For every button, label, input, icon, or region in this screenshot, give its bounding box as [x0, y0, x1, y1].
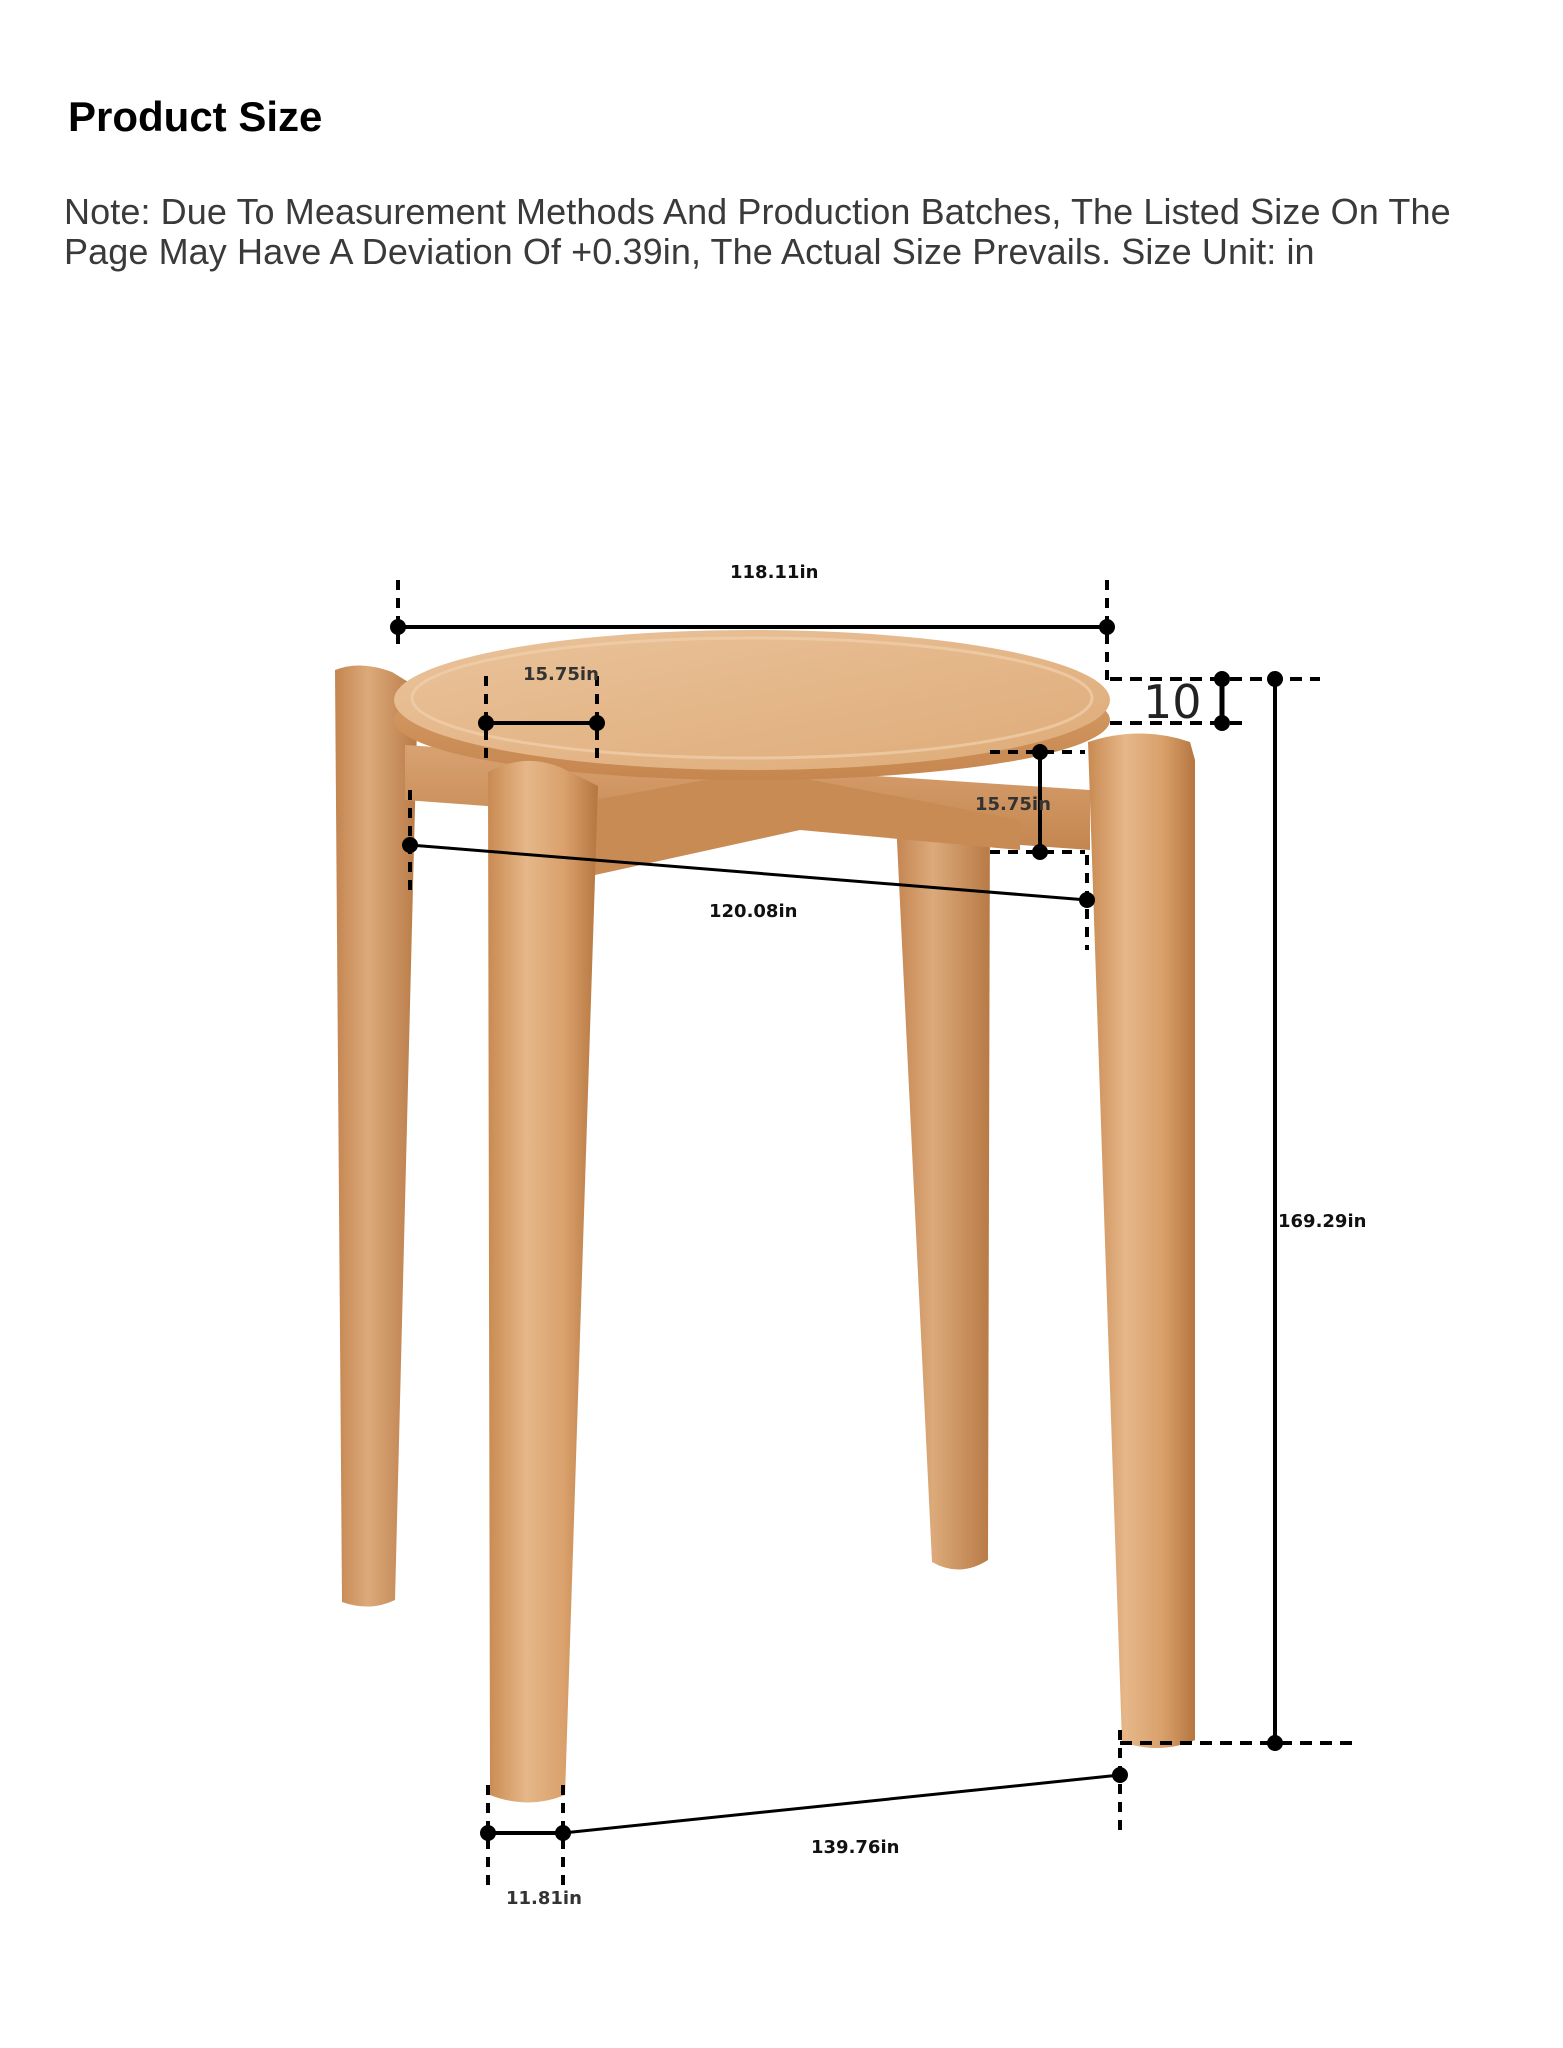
- front-right-leg: [1088, 734, 1195, 1749]
- seat-top: [394, 630, 1110, 770]
- stool-illustration: [335, 630, 1195, 1803]
- total-height-label: 169.29in: [1278, 1211, 1367, 1232]
- seat-diameter-label: 118.11in: [730, 562, 819, 583]
- foot-width-label: 11.81in: [506, 1888, 582, 1909]
- front-left-leg: [488, 761, 598, 1803]
- foot-span-label: 139.76in: [811, 1837, 900, 1858]
- page-title: Product Size: [68, 93, 323, 140]
- frame-height-label: 15.75in: [975, 794, 1051, 815]
- size-note: Note: Due To Measurement Methods And Production Batches, The Listed Size On The Page May Have A Deviation Of +0.39in, The Actual Size Prevails. Size Unit: in: [64, 191, 1451, 272]
- inner-span-label: 120.08in: [709, 901, 798, 922]
- back-right-leg: [895, 800, 990, 1570]
- seat-thickness-label: 10: [1143, 675, 1202, 729]
- leg-top-width-label: 15.75in: [523, 664, 599, 685]
- back-left-leg: [335, 665, 418, 1606]
